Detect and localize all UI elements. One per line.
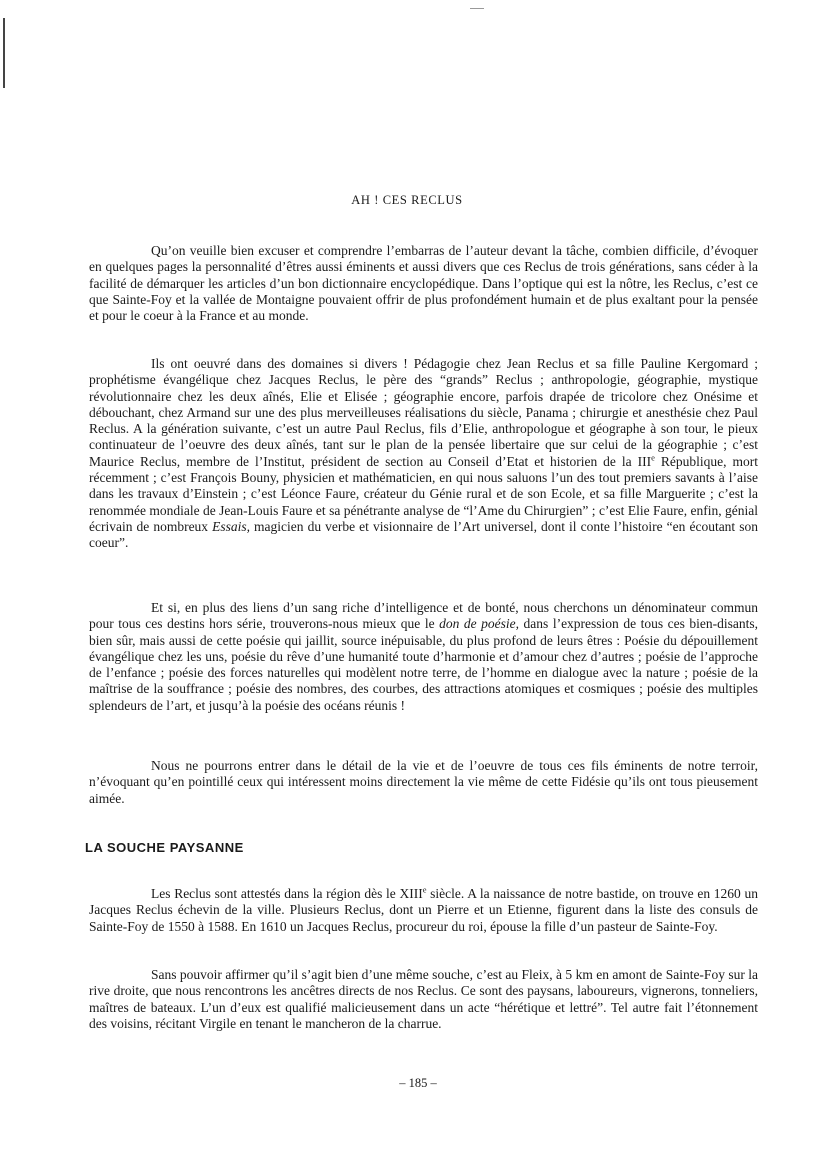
superscript: e <box>651 452 655 463</box>
paragraph-text: Qu’on veuille bien excuser et comprendre l’embarras de l’auteur devant la tâche, combien difficile, d’évoquer en quelques pages la personnalité d’êtres aussi éminents et aussi divers que ces Reclus de trois générations, sans céder à la facilité de démarquer les articles d’un bon dictionnaire encyclopédique. Dans l’optique qui est la nôtre, les Reclus, c’est ce que Sainte-Foy et la vallée de Montaigne pouvaient offrir de plus profondément humain et de plus exaltant pour la pensée et pour le coeur à la France et au monde. <box>89 243 758 324</box>
paragraph-poetry <box>89 600 758 714</box>
paragraph-text: dans l’expression de tous ces bien-disants, bien sûr, mais aussi de cette poésie qui jaillit, source inépuisable, du plus profond de leurs êtres : Poésie du dépouillement évangélique chez les uns, poésie du rêve d’une humanité toute d’harmonie et d’amour chez d’autres ; poésie de l’approche de l’enfance ; poésie des forces naturelles qui modèlent notre terre, de l’homme en dialogue avec la nature ; poésie de la maîtrise de la souffrance ; poésie des nombres, des courbes, des attractions atomiques et cosmiques ; poésie des multiples splendeurs de l’art, et jusqu’à la poésie des océans réunis ! <box>89 616 759 713</box>
scan-top-mark <box>470 8 484 9</box>
paragraph-intro <box>89 243 758 324</box>
scan-edge-mark <box>3 18 5 88</box>
paragraph-text: Ils ont oeuvré dans des domaines si divers ! Pédagogie chez Jean Reclus et sa fille Pauline Kergomard ; prophétisme évangélique chez Jacques Reclus, le père des “grands” Reclus ; anthropologie, géographie, mystique révolutionnaire chez les deux aînés, Elie et Elisée ; géographie encore, parfois drapée de tricolore chez Onésime et débouchant, chez Armand sur une des plus merveilleuses réalisations du siècle, Panama ; chirurgie et anesthésie chez Paul Reclus. A la génération suivante, c’est un autre Paul Reclus, fils d’Elie, anthropologue et géographe à son tour, le pieux continuateur de l’oeuvre des deux aînés, tant sur le plan de la pensée libertaire que sur celui de la géographie ; c’est Maurice Reclus, membre de l’Institut, président de section au Conseil d’Etat et historien de la III <box>89 356 758 469</box>
italic-text: Essais, <box>212 518 250 534</box>
superscript: e <box>422 884 427 895</box>
paragraph-text: République, mort récemment ; c’est François Bouny, physicien et mathématicien, en qui nous saluons l’un des tout premiers savants à l’aise dans les travaux d’Einstein ; c’est Léonce Faure, créateur du Génie rural et de son Ecole, et sa fille Marguerite ; c’est la renommée mondiale de Jean-Louis Faure et sa pénétrante analyse de “l’Ame du Chirurgien” ; c’est Elie Faure, enfin, génial écrivain de nombreux <box>89 453 758 534</box>
section-heading: LA SOUCHE PAYSANNE <box>85 840 244 855</box>
paragraph-text: Sans pouvoir affirmer qu’il s’agit bien d’une même souche, c’est au Fleix, à 5 km en amont de Sainte-Foy sur la rive droite, que nous rencontrons les ancêtres directs de nos Reclus. Ce sont des paysans, laboureurs, vignerons, tonneliers, maîtres de bateaux. L’un d’eux est qualifié malicieusement dans un acte “hérétique et lettré”. Tel autre fait l’étonnement des voisins, récitant Virgile en tenant le mancheron de la charrue. <box>89 967 758 1031</box>
paragraph-text: Nous ne pourrons entrer dans le détail de la vie et de l’oeuvre de tous ces fils éminents de notre terroir, n’évoquant qu’en pointillé ceux qui intéressent moins directement la vie même de cette Fidésie qu’ils ont tous pieusement aimée. <box>89 758 758 806</box>
page-title: AH ! CES RECLUS <box>351 193 463 207</box>
page-number: – 185 – <box>399 1076 437 1090</box>
paragraph-text: Et si, en plus des liens d’un sang riche d’intelligence et de bonté, nous cherchons un dénominateur commun pour tous ces destins hors série, trouverons-nous mieux que le <box>89 600 758 632</box>
paragraph-ancestors <box>89 967 758 1032</box>
paragraph-domains <box>89 356 758 552</box>
italic-text: don de poésie, <box>439 616 520 632</box>
paragraph-origins <box>89 886 758 935</box>
paragraph-scope <box>89 758 758 807</box>
paragraph-text: Les Reclus sont attestés dans la région dès le XIII <box>151 886 423 901</box>
paragraph-text: siècle. A la naissance de notre bastide, on trouve en 1260 un Jacques Reclus échevin de la ville. Plusieurs Reclus, dont un Pierre et un Etienne, figurent dans la liste des consuls de Sainte-Foy de 1550 à 1588. En 1610 un Jacques Reclus, procureur du roi, épouse la fille d’un pasteur de Sainte-Foy. <box>89 886 758 934</box>
paragraph-text: magicien du verbe et visionnaire de l’Art universel, dont il conte l’histoire “en écoutant son coeur”. <box>89 518 758 551</box>
